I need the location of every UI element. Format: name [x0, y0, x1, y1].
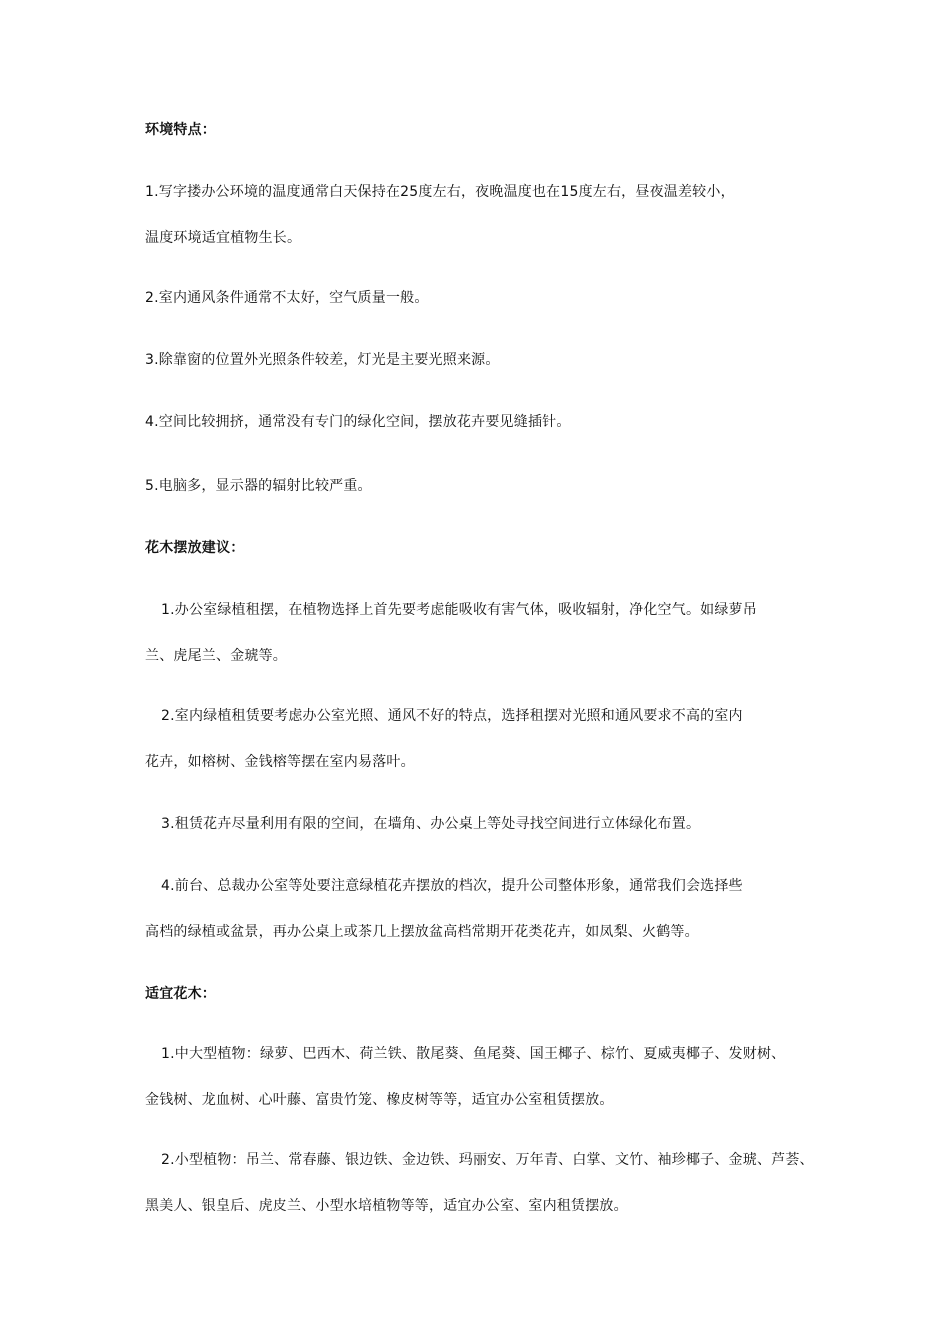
placement-item-2-line-1: 2.室内绿植租赁要考虑办公室光照、通风不好的特点，选择租摆对光照和通风要求不高的室内 — [161, 708, 743, 724]
env-item-1-line-2: 温度环境适宜植物生长。 — [145, 230, 302, 246]
env-item-5: 5.电脑多，显示器的辐射比较严重。 — [145, 478, 372, 494]
placement-item-4-line-1: 4.前台、总裁办公室等处要注意绿植花卉摆放的档次，提升公司整体形象，通常我们会选择些 — [161, 878, 743, 894]
env-item-1-line-1: 1.写字搂办公环境的温度通常白天保持在25度左右，夜晚温度也在15度左右，昼夜温差较小， — [145, 184, 735, 200]
plants-item-1-line-1: 1.中大型植物：绿萝、巴西木、荷兰铁、散尾葵、鱼尾葵、国王椰子、棕竹、夏威夷椰子、发财树、 — [161, 1046, 786, 1062]
env-item-4: 4.空间比较拥挤，通常没有专门的绿化空间，摆放花卉要见缝插针。 — [145, 414, 571, 430]
section-heading-environment: 环境特点： — [145, 122, 216, 138]
placement-item-2-line-2: 花卉，如榕树、金钱榕等摆在室内易落叶。 — [145, 754, 415, 770]
section-heading-placement: 花木摆放建议： — [145, 540, 245, 556]
env-item-2: 2.室内通风条件通常不太好，空气质量一般。 — [145, 290, 429, 306]
section-heading-suitable-plants: 适宜花木： — [145, 986, 216, 1002]
placement-item-1-line-1: 1.办公室绿植租摆，在植物选择上首先要考虑能吸收有害气体，吸收辐射，净化空气。如绿萝吊 — [161, 602, 757, 618]
plants-item-1-line-2: 金钱树、龙血树、心叶藤、富贵竹笼、橡皮树等等，适宜办公室租赁摆放。 — [145, 1092, 614, 1108]
env-item-3: 3.除靠窗的位置外光照条件较差，灯光是主要光照来源。 — [145, 352, 500, 368]
placement-item-3: 3.租赁花卉尽量利用有限的空间，在墙角、办公桌上等处寻找空间进行立体绿化布置。 — [161, 816, 701, 832]
plants-item-2-line-1: 2.小型植物：吊兰、常春藤、银边铁、金边铁、玛丽安、万年青、白掌、文竹、袖珍椰子、金琥、芦荟、 — [161, 1152, 814, 1168]
placement-item-4-line-2: 高档的绿植或盆景，再办公桌上或茶几上摆放盆高档常期开花类花卉，如凤梨、火鹤等。 — [145, 924, 699, 940]
placement-item-1-line-2: 兰、虎尾兰、金琥等。 — [145, 648, 287, 664]
plants-item-2-line-2: 黑美人、银皇后、虎皮兰、小型水培植物等等，适宜办公室、室内租赁摆放。 — [145, 1198, 628, 1214]
